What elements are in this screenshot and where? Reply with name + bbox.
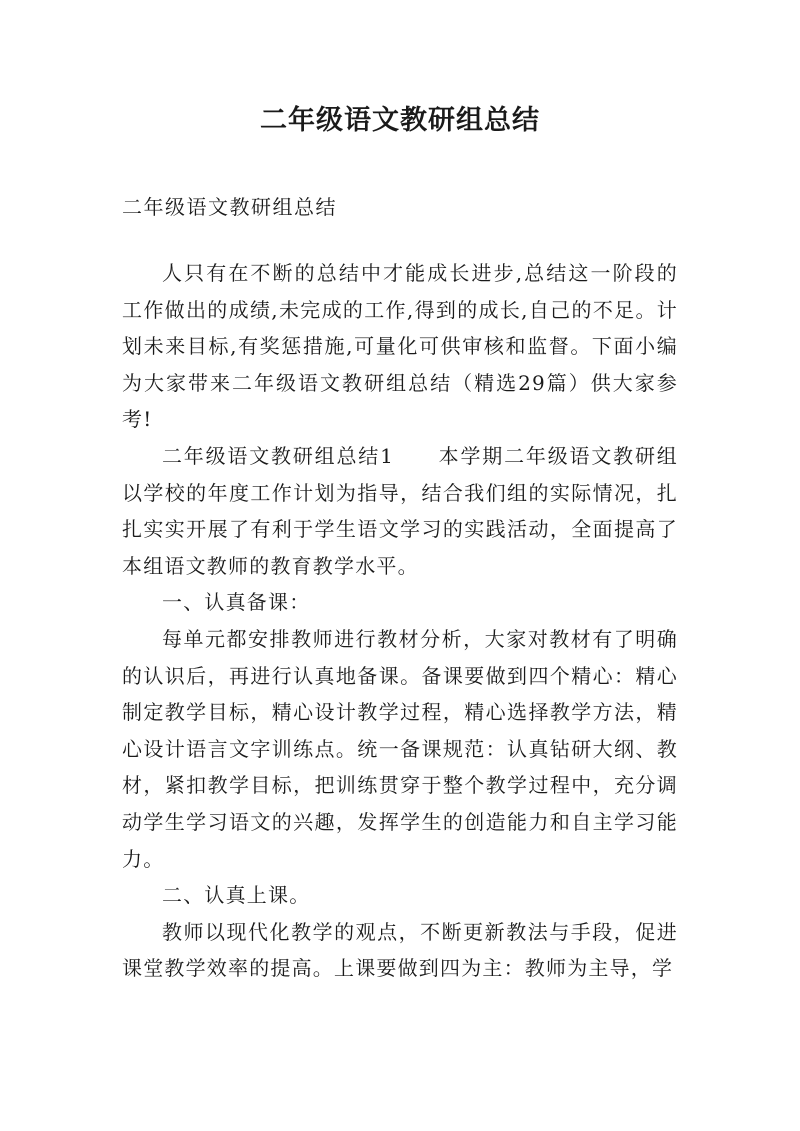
teach-paragraph: 教师以现代化教学的观点，不断更新教法与手段，促进课堂教学效率的提高。上课要做到四为主：教师为主导，学 [122,919,678,981]
subheading-teach: 二、认真上课。 [162,883,311,908]
subheading-prepare: 一、认真备课： [162,590,311,615]
prepare-paragraph: 每单元都安排教师进行教材分析，大家对教材有了明确的认识后，再进行认真地备课。备课要做到四个精心：精心制定教学目标，精心设计教学过程，精心选择教学方法，精心设计语言文字训练点。统一备课规范：认真钻研大纲、教材，紧扣教学目标，把训练贯穿于整个教学过程中，充分调动学生学习语文的兴趣，发挥学生的创造能力和自主学习能力。 [122,626,678,871]
intro-paragraph: 人只有在不断的总结中才能成长进步,总结这一阶段的工作做出的成绩,未完成的工作,得到的成长,自己的不足。计划未来目标,有奖惩措施,可量化可供审核和监督。下面小编为大家带来二年级语文教研组总结（精选29篇）供大家参考! [122,261,678,432]
section-1-paragraph [122,438,678,584]
section-1-text: 本学期二年级语文教研组以学校的年度工作计划为指导，结合我们组的实际情况，扎扎实实开展了有利于学生语文学习的实践活动，全面提高了本组语文教师的教育教学水平。 [122,443,678,578]
document-body [122,255,678,987]
section-1-heading: 二年级语文教研组总结1 [162,443,395,468]
document-subtitle: 二年级语文教研组总结 [122,195,337,219]
document-title: 二年级语文教研组总结 [260,105,540,136]
